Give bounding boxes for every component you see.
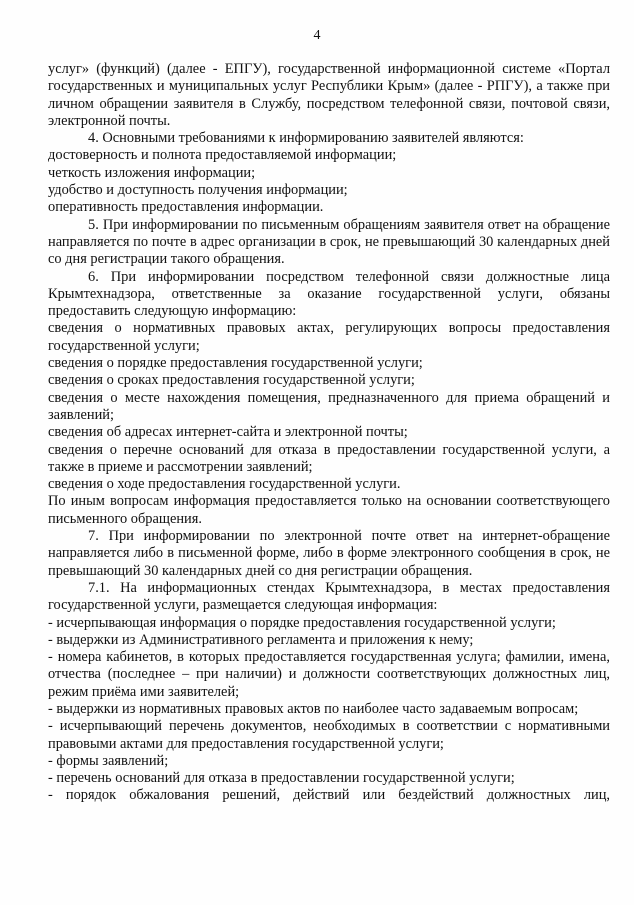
paragraph: - формы заявлений; [48,752,169,769]
paragraph: 7.1. На информационных стендах Крымтехнадзора, в местах предоставления государственной услуги, размещается следующая информация: [48,579,610,614]
paragraph: - выдержки из нормативных правовых актов по наиболее часто задаваемым вопросам; [48,700,579,717]
paragraph: - перечень оснований для отказа в предоставлении государственной услуги; [48,770,515,787]
paragraph: сведения о порядке предоставления государственной услуги; [48,355,423,372]
paragraph: сведения о нормативных правовых актах, регулирующих вопросы предоставления государственной услуги; [48,320,610,354]
paragraph: - исчерпывающий перечень документов, необходимых в соответствии с нормативными правовыми актами для предоставления государственной услуги; [48,718,610,752]
paragraph: удобство и доступность получения информации; [48,182,348,199]
paragraph: - исчерпывающая информация о порядке предоставления государственной услуги; [48,614,556,631]
paragraph: четкость изложения информации; [48,164,256,181]
paragraph: сведения об адресах интернет-сайта и электронной почты; [48,424,408,441]
paragraph: - выдержки из Административного регламента и приложения к нему; [48,631,474,648]
paragraph: сведения о сроках предоставления государственной услуги; [48,372,415,389]
page-number: 4 [313,28,321,43]
paragraph: сведения о ходе предоставления государственной услуги. [48,476,401,493]
paragraph: достоверность и полнота предоставляемой информации; [48,147,397,164]
paragraph: 5. При информировании по письменным обращениям заявителя ответ на обращение направляется по почте в адрес организации в срок, не превышающий 30 календарных дней со дня регистрации такого обращения. [48,216,610,268]
paragraph: - номера кабинетов, в которых предоставляется государственная услуга; фамилии, имена, отчества (последнее – при наличии) и должности соответствующих должностных лиц, режим приёма ими заявителей; [48,649,610,700]
paragraph: сведения о перечне оснований для отказа в предоставлении государственной услуги, а также в приеме и рассмотрении заявлений; [48,441,610,475]
paragraph: оперативность предоставления информации. [48,199,324,216]
paragraph: услуг» (функций) (далее - ЕПГУ), государственной информационной системе «Портал государственных и муниципальных услуг Республики Крым» (далее - РПГУ), а также при личном обращении заявителя в Службу, посредством телефонной связи, почтовой связи, электронной почты. [48,61,610,129]
document-body [48,61,610,805]
paragraph: По иным вопросам информация предоставляется только на основании соответствующего письменного обращения. [48,493,610,527]
paragraph: - порядок обжалования решений, действий или бездействий должностных лиц, [48,787,610,804]
paragraph: сведения о месте нахождения помещения, предназначенного для приема обращений и заявлений; [48,389,610,423]
paragraph: 7. При информировании по электронной почте ответ на интернет-обращение направляется либо в письменной форме, либо в форме электронного сообщения в срок, не превышающий 30 календарных дней со дня регистрации обращения. [48,528,610,579]
paragraph: 4. Основными требованиями к информированию заявителей являются: [88,130,524,147]
paragraph: 6. При информировании посредством телефонной связи должностные лица Крымтехнадзора, ответственные за оказание государственной услуги, обязаны предоставить следующую информацию: [48,268,610,320]
